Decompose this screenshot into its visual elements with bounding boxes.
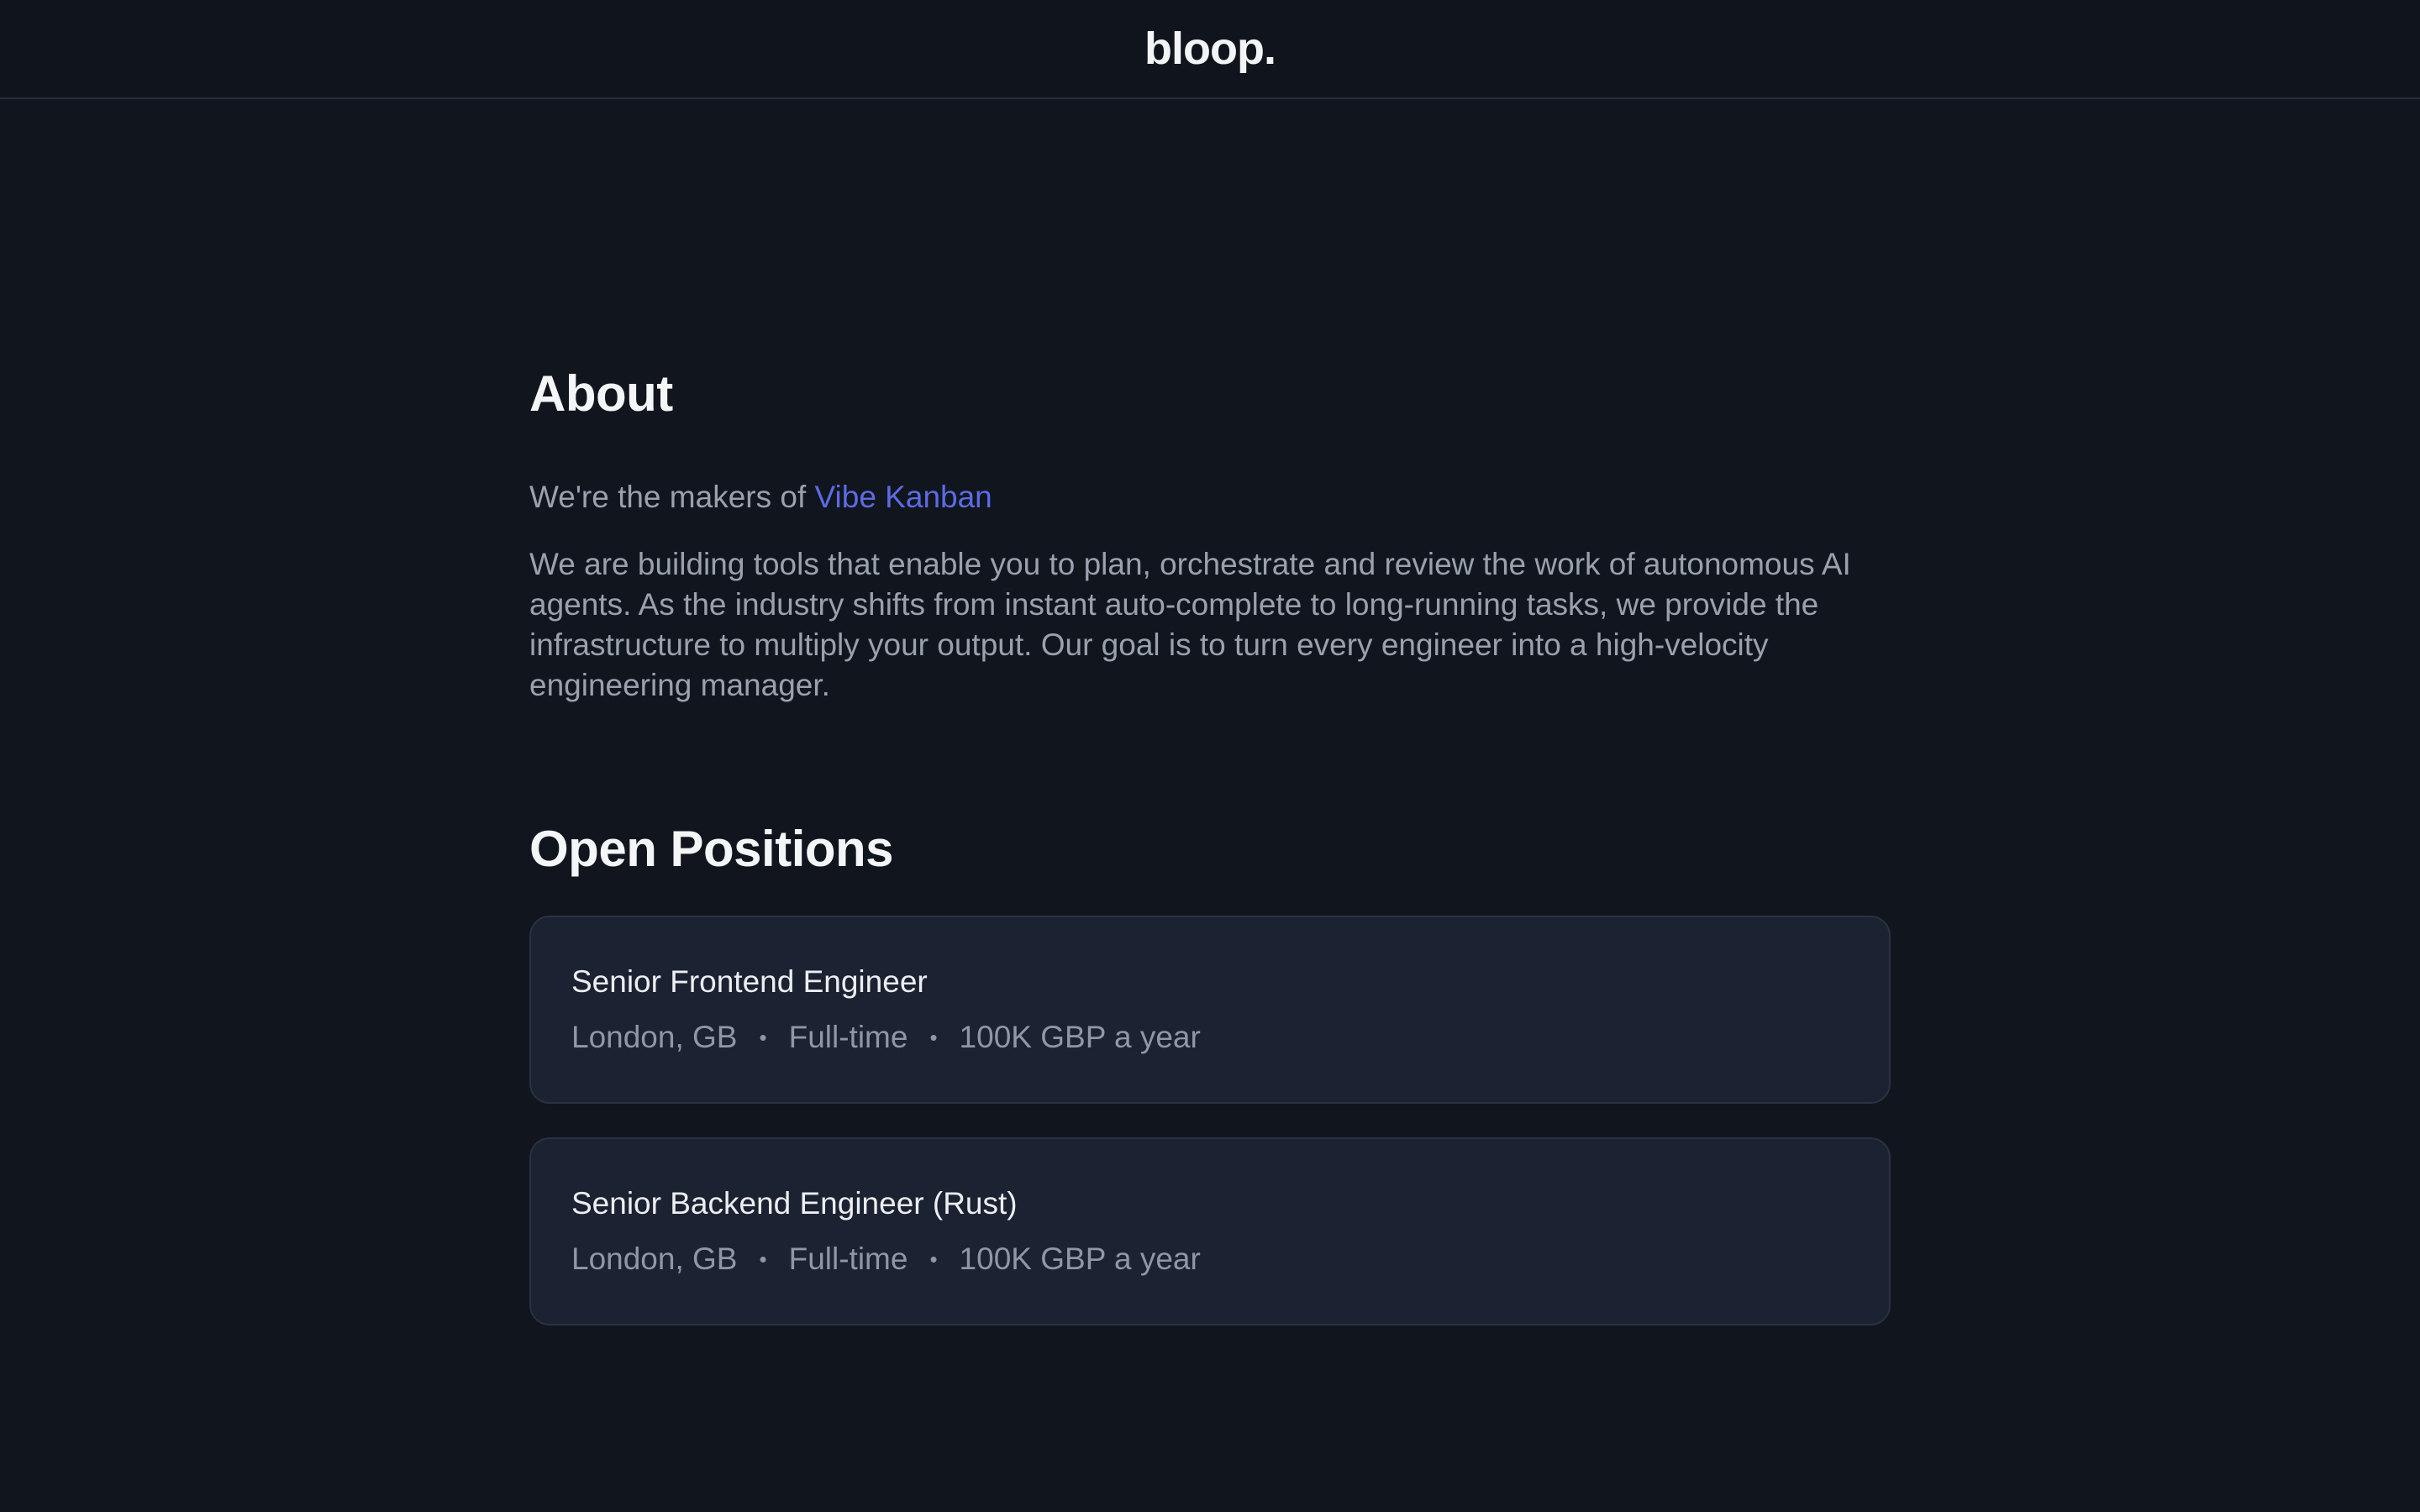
bullet-separator: • xyxy=(929,1247,938,1272)
job-card-senior-frontend-engineer[interactable] xyxy=(529,916,1891,1104)
job-meta xyxy=(571,1018,1849,1057)
intro-line xyxy=(529,477,1891,517)
job-salary: 100K GBP a year xyxy=(959,1242,1201,1276)
job-meta xyxy=(571,1240,1849,1278)
job-salary: 100K GBP a year xyxy=(959,1020,1201,1054)
bullet-separator: • xyxy=(759,1247,767,1272)
job-employment-type: Full-time xyxy=(788,1242,908,1276)
about-heading: About xyxy=(529,365,673,422)
bullet-separator: • xyxy=(929,1025,938,1050)
top-header xyxy=(0,0,2420,99)
job-list xyxy=(529,916,1891,1326)
job-location: London, GB xyxy=(571,1242,738,1276)
open-positions-section xyxy=(529,820,1891,1326)
open-positions-heading: Open Positions xyxy=(529,821,894,877)
vibe-kanban-link[interactable]: Vibe Kanban xyxy=(814,480,992,514)
intro-text: We're the makers of xyxy=(529,480,815,514)
bloop-logo[interactable]: bloop. xyxy=(1144,24,1276,74)
about-description: We are building tools that enable you to plan, orchestrate and review the work of autonomous AI agents. As the industry shifts from instant auto-complete to long-running tasks, we provide the infrastructure to multiply your output. Our goal is to turn every engineer into a high-velocity engineering manager. xyxy=(529,547,1851,702)
bullet-separator: • xyxy=(759,1025,767,1050)
job-title: Senior Frontend Engineer xyxy=(571,964,928,999)
job-card-senior-backend-engineer-rust[interactable] xyxy=(529,1137,1891,1326)
main-content xyxy=(529,99,1891,1326)
about-section xyxy=(529,365,1891,706)
job-location: London, GB xyxy=(571,1020,738,1054)
job-title: Senior Backend Engineer (Rust) xyxy=(571,1186,1018,1221)
job-employment-type: Full-time xyxy=(788,1020,908,1054)
